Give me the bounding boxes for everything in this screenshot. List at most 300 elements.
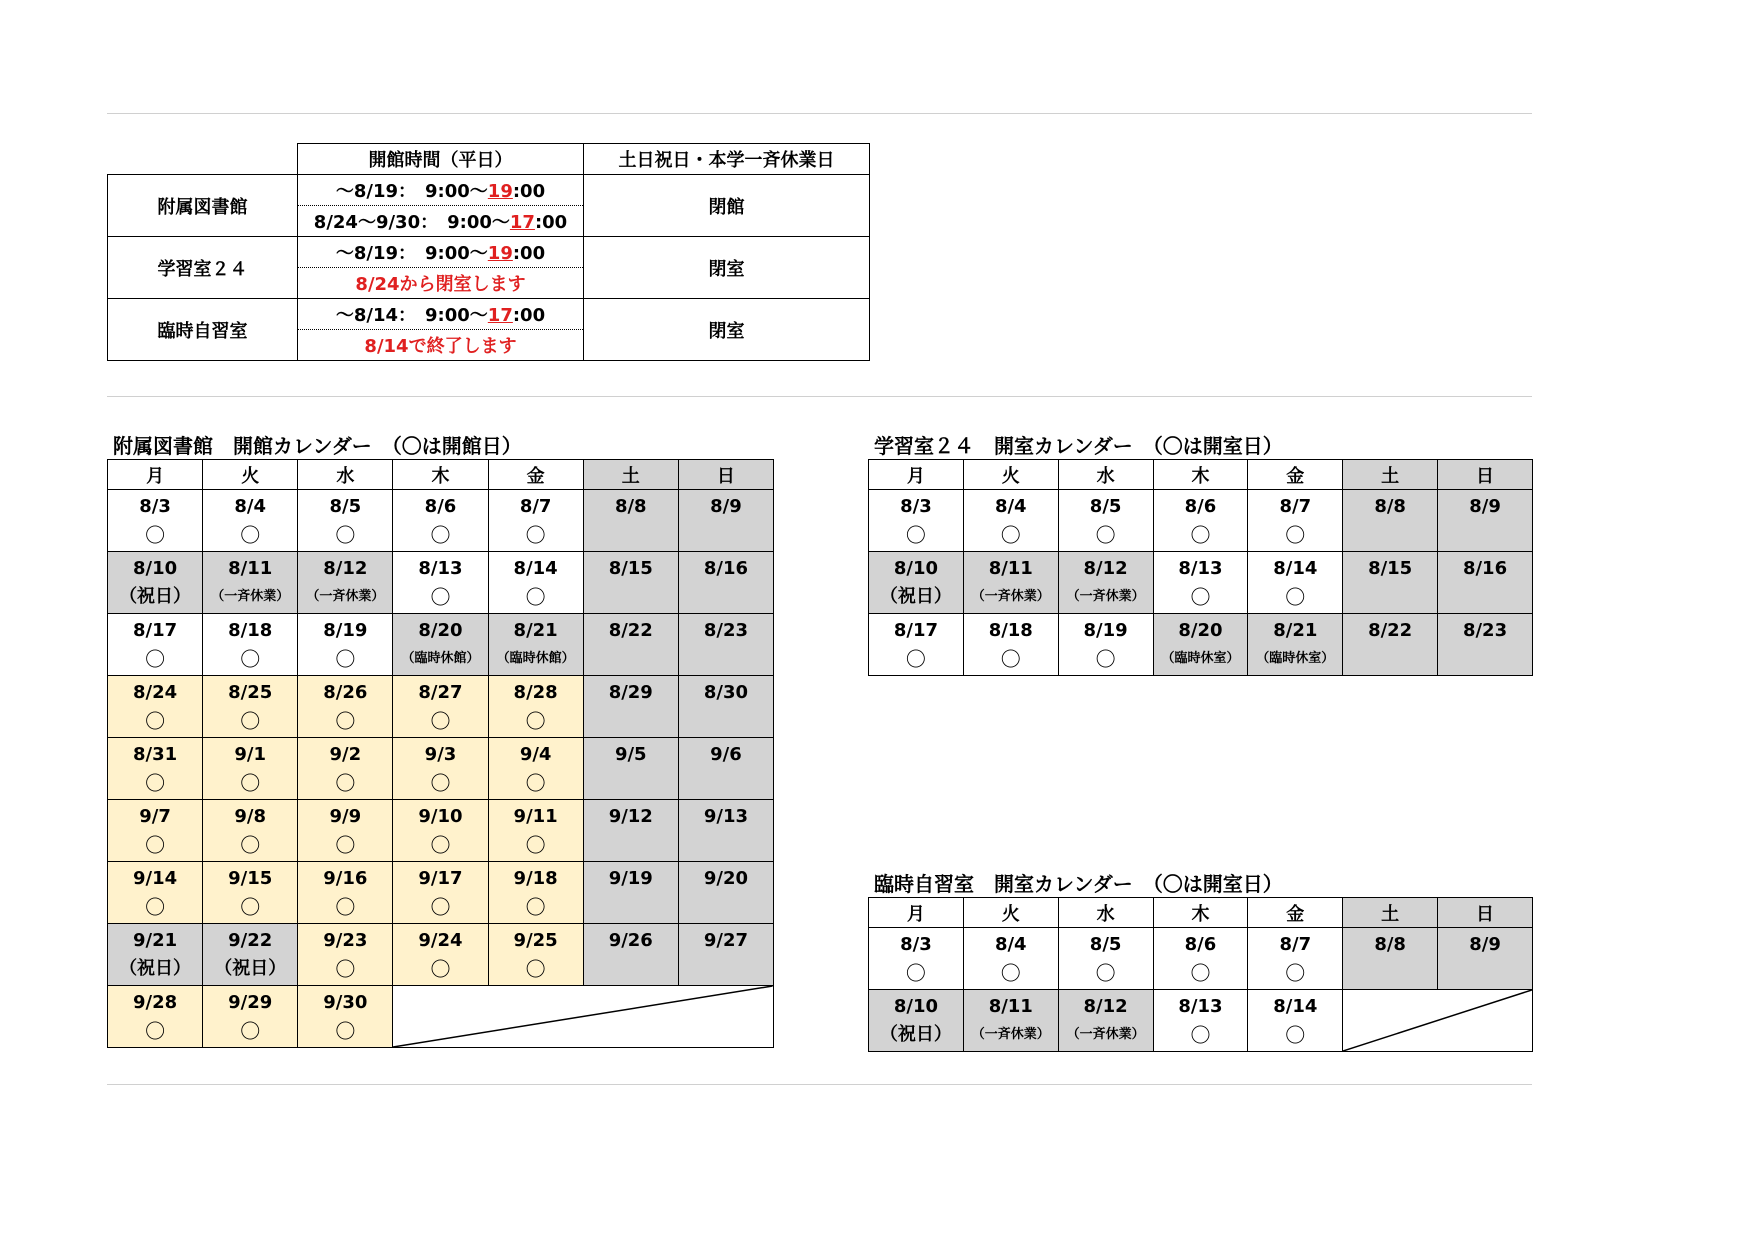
- week-row: [869, 490, 1533, 552]
- day-date: 9/29: [228, 991, 273, 1013]
- week-row: [869, 928, 1533, 990]
- day-note: （一斉休業）: [1066, 1026, 1145, 1042]
- day-date: 8/19: [1083, 619, 1128, 641]
- open-mark: 〇: [240, 708, 261, 733]
- open-mark: 〇: [335, 522, 356, 547]
- day-cell: [108, 490, 203, 552]
- open-mark: 〇: [240, 770, 261, 795]
- diagonal-line: [393, 986, 773, 1047]
- weekday-header: 月: [108, 460, 203, 490]
- study24-calendar: [868, 459, 1533, 676]
- day-date: 8/7: [1279, 495, 1312, 517]
- hours-highlight: 17: [509, 212, 535, 233]
- day-cell: [393, 862, 488, 924]
- day-date: 8/27: [418, 681, 463, 703]
- day-cell: [298, 986, 393, 1048]
- day-note: [584, 831, 678, 859]
- day-cell: [488, 800, 583, 862]
- day-cell: [108, 862, 203, 924]
- day-date: 8/16: [703, 557, 748, 579]
- day-date: 8/22: [1368, 619, 1413, 641]
- day-date: 8/18: [228, 619, 273, 641]
- open-mark: 〇: [905, 960, 926, 985]
- day-cell: [203, 986, 298, 1048]
- day-cell: [1248, 990, 1343, 1052]
- day-cell: [1058, 614, 1153, 676]
- temp-calendar: [868, 897, 1533, 1052]
- open-mark: 〇: [430, 584, 451, 609]
- day-note: [1438, 521, 1532, 549]
- day-note: （一斉休業）: [971, 1026, 1050, 1042]
- facility-name: 臨時自習室: [108, 299, 298, 361]
- library-calendar-title: 附属図書館 開館カレンダー （〇は開館日）: [113, 434, 522, 458]
- day-cell: [108, 552, 203, 614]
- hours-summary-table: [107, 143, 870, 361]
- day-date: 9/30: [323, 991, 368, 1013]
- day-date: 8/4: [994, 495, 1027, 517]
- open-mark: 〇: [240, 646, 261, 671]
- study24-calendar-title: 学習室２４ 開室カレンダー （〇は開室日）: [874, 434, 1283, 458]
- weekday-header: 火: [963, 898, 1058, 928]
- day-note: [679, 583, 773, 611]
- day-cell: [108, 738, 203, 800]
- day-date: 8/20: [1178, 619, 1223, 641]
- day-cell: [108, 986, 203, 1048]
- day-cell: [203, 800, 298, 862]
- open-mark: 〇: [145, 832, 166, 857]
- day-date: 8/12: [323, 557, 368, 579]
- day-cell: [393, 552, 488, 614]
- day-note: [1438, 645, 1532, 673]
- day-note: （一斉休業）: [971, 588, 1050, 604]
- closure-note: 8/24から閉室します: [298, 268, 584, 299]
- open-mark: 〇: [1285, 1022, 1306, 1047]
- day-cell: [1343, 928, 1438, 990]
- weekday-header: 土: [1343, 898, 1438, 928]
- hours-prefix: 8/24～9/30： 9:00～: [313, 212, 510, 233]
- day-date: 8/3: [900, 933, 932, 955]
- day-date: 8/11: [988, 557, 1033, 579]
- day-date: 8/10: [132, 557, 178, 579]
- open-mark: 〇: [525, 522, 546, 547]
- day-date: 9/22: [228, 929, 273, 951]
- week-row: [108, 986, 774, 1048]
- day-cell: [1248, 490, 1343, 552]
- day-date: 9/6: [710, 743, 742, 765]
- day-cell: [393, 490, 488, 552]
- day-date: 8/7: [1279, 933, 1312, 955]
- weekday-header-row: [869, 460, 1533, 490]
- day-date: 9/24: [418, 929, 463, 951]
- day-note: [679, 831, 773, 859]
- hours-suffix: :00: [512, 181, 546, 202]
- day-cell: [203, 924, 298, 986]
- open-mark: 〇: [430, 770, 451, 795]
- day-date: 9/13: [703, 805, 748, 827]
- empty-diagonal-cell: [393, 986, 774, 1048]
- day-note: （祝日）: [119, 585, 192, 607]
- weekday-header: 月: [869, 460, 964, 490]
- day-cell: [1343, 490, 1438, 552]
- day-date: 8/17: [893, 619, 938, 641]
- hours-highlight: 17: [487, 305, 513, 326]
- open-mark: 〇: [240, 832, 261, 857]
- day-cell: [203, 490, 298, 552]
- day-note: [679, 893, 773, 921]
- week-row: [108, 924, 774, 986]
- weekday-header: 火: [203, 460, 298, 490]
- day-cell: [583, 676, 678, 738]
- day-date: 8/13: [1178, 995, 1223, 1017]
- day-note: （一斉休業）: [306, 588, 385, 604]
- day-note: [584, 583, 678, 611]
- day-cell: [1153, 990, 1248, 1052]
- day-cell: [393, 738, 488, 800]
- day-date: 8/14: [513, 557, 558, 579]
- open-mark: 〇: [145, 770, 166, 795]
- open-mark: 〇: [335, 770, 356, 795]
- hours-prefix: ～8/14： 9:00～: [335, 305, 488, 326]
- day-cell: [1153, 928, 1248, 990]
- header-weekday-hours: 開館時間（平日）: [298, 144, 584, 175]
- day-cell: [1438, 614, 1533, 676]
- day-cell: [678, 676, 773, 738]
- day-note: [584, 645, 678, 673]
- week-row: [869, 614, 1533, 676]
- open-mark: 〇: [335, 708, 356, 733]
- open-mark: 〇: [430, 832, 451, 857]
- weekday-header: 金: [1248, 898, 1343, 928]
- day-cell: [583, 614, 678, 676]
- day-date: 8/8: [1374, 933, 1406, 955]
- day-date: 8/14: [1273, 995, 1318, 1017]
- day-date: 9/16: [323, 867, 368, 889]
- week-row: [108, 676, 774, 738]
- day-date: 8/11: [988, 995, 1033, 1017]
- holiday-status: 閉室: [584, 299, 870, 361]
- open-mark: 〇: [1095, 960, 1116, 985]
- day-date: 9/14: [132, 867, 178, 889]
- open-mark: 〇: [1000, 646, 1021, 671]
- diagonal-line: [1343, 990, 1532, 1051]
- day-cell: [298, 738, 393, 800]
- day-date: 9/8: [234, 805, 267, 827]
- weekday-header: 木: [1153, 898, 1248, 928]
- open-mark: 〇: [1285, 584, 1306, 609]
- day-date: 8/4: [234, 495, 267, 517]
- open-mark: 〇: [335, 1018, 356, 1043]
- day-cell: [1248, 614, 1343, 676]
- day-cell: [393, 676, 488, 738]
- week-row: [869, 990, 1533, 1052]
- day-date: 8/6: [1184, 933, 1217, 955]
- day-date: 8/13: [1178, 557, 1223, 579]
- day-date: 8/11: [228, 557, 273, 579]
- open-mark: 〇: [525, 708, 546, 733]
- open-mark: 〇: [145, 894, 166, 919]
- weekday-header: 日: [1438, 460, 1533, 490]
- open-mark: 〇: [1095, 522, 1116, 547]
- day-date: 8/17: [132, 619, 178, 641]
- day-cell: [393, 924, 488, 986]
- open-mark: 〇: [1190, 1022, 1211, 1047]
- day-cell: [963, 990, 1058, 1052]
- day-cell: [869, 990, 964, 1052]
- day-cell: [108, 614, 203, 676]
- day-note: [584, 955, 678, 983]
- day-date: 9/17: [418, 867, 463, 889]
- summary-row-library: [108, 175, 870, 206]
- open-mark: 〇: [905, 522, 926, 547]
- open-mark: 〇: [905, 646, 926, 671]
- day-date: 9/12: [608, 805, 653, 827]
- open-mark: 〇: [430, 708, 451, 733]
- open-mark: 〇: [430, 522, 451, 547]
- day-cell: [869, 490, 964, 552]
- holiday-status: 閉館: [584, 175, 870, 237]
- library-calendar: [107, 459, 774, 1048]
- divider-middle: [107, 396, 1532, 397]
- day-cell: [583, 924, 678, 986]
- day-cell: [963, 552, 1058, 614]
- header-holiday-hours: 土日祝日・本学一斉休業日: [584, 144, 870, 175]
- day-date: 8/6: [424, 495, 457, 517]
- weekday-header: 日: [678, 460, 773, 490]
- day-note: （臨時休館）: [401, 650, 480, 666]
- day-cell: [393, 614, 488, 676]
- day-cell: [869, 552, 964, 614]
- day-cell: [108, 800, 203, 862]
- day-date: 8/10: [893, 557, 938, 579]
- day-date: 8/5: [1089, 495, 1122, 517]
- day-date: 9/3: [424, 743, 457, 765]
- week-row: [108, 862, 774, 924]
- open-mark: 〇: [1000, 522, 1021, 547]
- open-mark: 〇: [335, 832, 356, 857]
- day-cell: [1058, 990, 1153, 1052]
- hours-line: [298, 237, 584, 268]
- day-cell: [488, 676, 583, 738]
- weekday-header: 金: [488, 460, 583, 490]
- weekday-header: 木: [1153, 460, 1248, 490]
- day-cell: [108, 924, 203, 986]
- day-note: [679, 645, 773, 673]
- day-date: 8/10: [893, 995, 938, 1017]
- day-cell: [1248, 552, 1343, 614]
- day-date: 8/28: [513, 681, 558, 703]
- day-date: 9/11: [513, 805, 558, 827]
- day-cell: [583, 738, 678, 800]
- closure-note: 8/14で終了します: [298, 330, 584, 361]
- day-date: 8/26: [323, 681, 368, 703]
- day-note: [679, 955, 773, 983]
- day-date: 9/5: [614, 743, 647, 765]
- day-note: （祝日）: [879, 585, 952, 607]
- day-date: 9/25: [513, 929, 558, 951]
- day-note: [584, 769, 678, 797]
- open-mark: 〇: [240, 1018, 261, 1043]
- weekday-header: 水: [1058, 898, 1153, 928]
- day-note: （臨時休館）: [496, 650, 575, 666]
- day-cell: [678, 924, 773, 986]
- week-row: [869, 552, 1533, 614]
- day-cell: [488, 490, 583, 552]
- day-cell: [963, 614, 1058, 676]
- day-note: [1343, 583, 1437, 611]
- day-cell: [1438, 928, 1533, 990]
- day-date: 8/9: [1469, 933, 1501, 955]
- open-mark: 〇: [240, 522, 261, 547]
- day-note: （祝日）: [214, 957, 287, 979]
- day-cell: [488, 738, 583, 800]
- day-cell: [1058, 928, 1153, 990]
- open-mark: 〇: [525, 956, 546, 981]
- day-cell: [678, 862, 773, 924]
- open-mark: 〇: [1190, 584, 1211, 609]
- day-cell: [1248, 928, 1343, 990]
- open-mark: 〇: [430, 894, 451, 919]
- day-date: 8/7: [519, 495, 552, 517]
- day-date: 8/30: [703, 681, 748, 703]
- day-cell: [1438, 552, 1533, 614]
- summary-corner: [108, 144, 298, 175]
- day-date: 8/5: [329, 495, 362, 517]
- day-cell: [203, 614, 298, 676]
- day-cell: [963, 490, 1058, 552]
- day-note: （臨時休室）: [1256, 650, 1335, 666]
- day-cell: [869, 614, 964, 676]
- summary-row-study24: [108, 237, 870, 268]
- divider-top: [107, 113, 1532, 114]
- open-mark: 〇: [145, 522, 166, 547]
- weekday-header: 金: [1248, 460, 1343, 490]
- day-note: [584, 521, 678, 549]
- open-mark: 〇: [1285, 960, 1306, 985]
- day-cell: [678, 490, 773, 552]
- day-date: 8/20: [418, 619, 463, 641]
- hours-prefix: ～8/19： 9:00～: [335, 181, 488, 202]
- day-note: （一斉休業）: [211, 588, 290, 604]
- week-row: [108, 614, 774, 676]
- facility-name: 附属図書館: [108, 175, 298, 237]
- open-mark: 〇: [1190, 522, 1211, 547]
- day-cell: [393, 800, 488, 862]
- day-date: 8/12: [1083, 995, 1128, 1017]
- day-note: （一斉休業）: [1066, 588, 1145, 604]
- day-date: 9/19: [608, 867, 653, 889]
- day-note: [584, 707, 678, 735]
- day-date: 9/9: [329, 805, 362, 827]
- hours-line: [298, 206, 584, 237]
- weekday-header: 水: [298, 460, 393, 490]
- open-mark: 〇: [1000, 960, 1021, 985]
- day-note: [679, 521, 773, 549]
- day-cell: [1153, 614, 1248, 676]
- day-date: 9/7: [139, 805, 171, 827]
- day-date: 8/22: [608, 619, 653, 641]
- day-note: [584, 893, 678, 921]
- day-date: 8/5: [1089, 933, 1122, 955]
- open-mark: 〇: [525, 894, 546, 919]
- day-cell: [108, 676, 203, 738]
- day-date: 9/21: [132, 929, 178, 951]
- day-date: 8/19: [323, 619, 368, 641]
- day-cell: [488, 552, 583, 614]
- weekday-header: 土: [583, 460, 678, 490]
- hours-highlight: 19: [487, 181, 513, 202]
- weekday-header-row: [869, 898, 1533, 928]
- day-cell: [488, 862, 583, 924]
- divider-bottom: [107, 1084, 1532, 1085]
- day-note: [679, 707, 773, 735]
- day-cell: [963, 928, 1058, 990]
- day-cell: [1058, 552, 1153, 614]
- day-date: 8/9: [1469, 495, 1501, 517]
- day-cell: [678, 614, 773, 676]
- weekday-header-row: [108, 460, 774, 490]
- day-date: 8/12: [1083, 557, 1128, 579]
- day-note: [1438, 583, 1532, 611]
- day-date: 9/15: [228, 867, 273, 889]
- day-date: 8/31: [132, 743, 178, 765]
- day-cell: [298, 800, 393, 862]
- day-date: 8/14: [1273, 557, 1318, 579]
- day-cell: [203, 676, 298, 738]
- day-date: 8/21: [513, 619, 558, 641]
- day-date: 9/26: [608, 929, 653, 951]
- day-cell: [1153, 552, 1248, 614]
- summary-row-temp: [108, 299, 870, 330]
- week-row: [108, 552, 774, 614]
- open-mark: 〇: [1095, 646, 1116, 671]
- day-date: 8/9: [710, 495, 742, 517]
- day-cell: [488, 924, 583, 986]
- hours-prefix: ～8/19： 9:00～: [335, 243, 488, 264]
- day-note: [1438, 959, 1532, 987]
- day-date: 8/29: [608, 681, 653, 703]
- day-cell: [583, 552, 678, 614]
- day-note: [1343, 521, 1437, 549]
- hours-suffix: :00: [534, 212, 568, 233]
- hours-highlight: 19: [487, 243, 513, 264]
- weekday-header: 土: [1343, 460, 1438, 490]
- day-date: 8/16: [1462, 557, 1508, 579]
- day-cell: [203, 862, 298, 924]
- day-cell: [298, 552, 393, 614]
- day-cell: [678, 800, 773, 862]
- temp-calendar-title: 臨時自習室 開室カレンダー （〇は開室日）: [874, 872, 1283, 896]
- day-date: 9/18: [513, 867, 558, 889]
- day-cell: [1343, 614, 1438, 676]
- open-mark: 〇: [525, 832, 546, 857]
- open-mark: 〇: [430, 956, 451, 981]
- day-date: 8/25: [228, 681, 273, 703]
- day-cell: [203, 552, 298, 614]
- hours-suffix: :00: [512, 243, 546, 264]
- weekday-header: 火: [963, 460, 1058, 490]
- empty-diagonal-cell: [1343, 990, 1533, 1052]
- weekday-header: 木: [393, 460, 488, 490]
- open-mark: 〇: [335, 646, 356, 671]
- day-note: （臨時休室）: [1161, 650, 1240, 666]
- open-mark: 〇: [240, 894, 261, 919]
- weekday-header: 水: [1058, 460, 1153, 490]
- hours-line: [298, 299, 584, 330]
- day-cell: [298, 924, 393, 986]
- day-date: 9/2: [329, 743, 362, 765]
- day-date: 8/15: [1368, 557, 1413, 579]
- day-cell: [1438, 490, 1533, 552]
